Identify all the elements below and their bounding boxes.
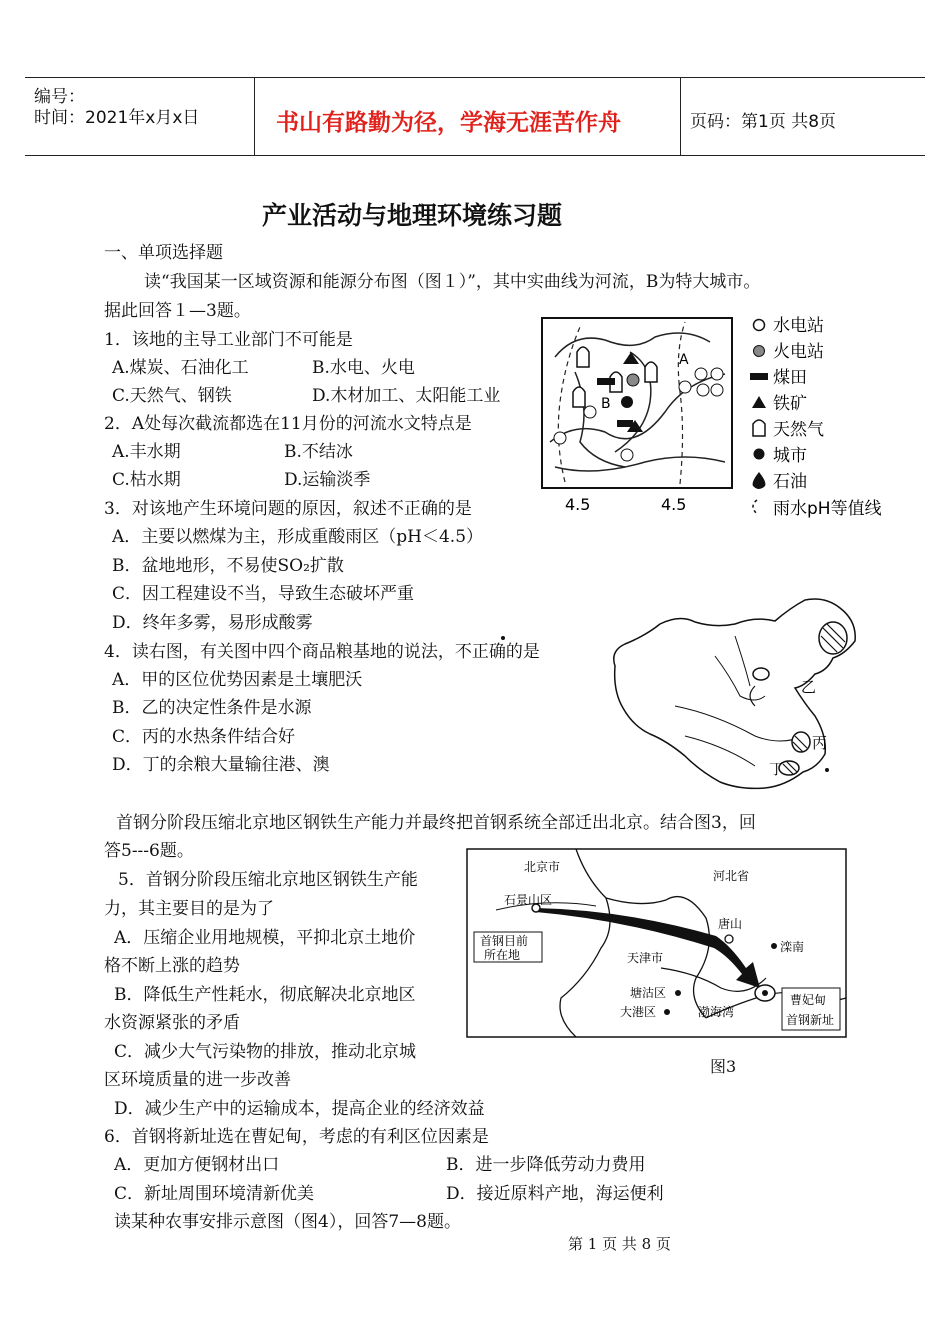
legend-coal: 煤田 bbox=[773, 368, 807, 388]
fig1-label-b: B bbox=[601, 396, 611, 412]
header-time-label: 时间：2021年x月x日 bbox=[34, 108, 200, 128]
intro-paragraph-2a: 首钢分阶段压缩北京地区钢铁生产能力并最终把首钢系统全部迁出北京。结合图3，回 bbox=[116, 813, 756, 833]
intro-paragraph-1b: 据此回答１—3题。 bbox=[104, 301, 251, 321]
figure-2-china-map bbox=[605, 596, 865, 794]
legend-gas: 天然气 bbox=[773, 420, 824, 440]
q5-option-b-line2: 水资源紧张的矛盾 bbox=[104, 1013, 240, 1033]
fig3-current-line2: 所在地 bbox=[484, 948, 521, 962]
page-title: 产业活动与地理环境练习题 bbox=[262, 201, 563, 230]
fig3-caofeidian: 曹妃甸 bbox=[790, 993, 827, 1007]
emphasis-dot bbox=[501, 636, 505, 640]
oil-icon bbox=[753, 472, 766, 489]
q2-option-a: A.丰水期 bbox=[112, 442, 181, 462]
header-motto: 书山有路勤为径，学海无涯苦作舟 bbox=[276, 110, 621, 136]
q1-option-a: A.煤炭、石油化工 bbox=[112, 358, 249, 378]
legend-city: 城市 bbox=[773, 446, 807, 466]
fig3-bohai: 渤海湾 bbox=[698, 1005, 735, 1019]
figure-1-resource-map bbox=[535, 312, 915, 524]
fig2-label-bing: 丙 bbox=[812, 734, 828, 752]
q4-option-b: B．乙的决定性条件是水源 bbox=[112, 698, 312, 718]
q5-option-b-line1: B．降低生产性耗水，彻底解决北京地区 bbox=[114, 985, 416, 1005]
page-footer: 第 1 页 共 8 页 bbox=[568, 1235, 671, 1253]
legend-iron: 铁矿 bbox=[773, 394, 807, 414]
q5-option-a-line1: A．压缩企业用地规模，平抑北京土地价 bbox=[114, 928, 416, 948]
q2-option-b: B.不结冰 bbox=[284, 442, 353, 462]
fig1-legend bbox=[750, 316, 882, 519]
thermal-station-icon bbox=[754, 346, 765, 357]
q3-option-d: D．终年多雾，易形成酸雾 bbox=[112, 613, 313, 633]
q6-option-a: A．更加方便钢材出口 bbox=[114, 1155, 280, 1175]
q4-option-d: D．丁的余粮大量输往港、澳 bbox=[112, 755, 330, 775]
q6-option-b: B．进一步降低劳动力费用 bbox=[446, 1155, 646, 1175]
header-page-label: 页码：第1页 共8页 bbox=[690, 112, 837, 132]
header-top-rule bbox=[25, 77, 925, 78]
q3-stem: 3．对该地产生环境问题的原因，叙述不正确的是 bbox=[104, 499, 472, 519]
intro-paragraph-1a: 读“我国某一区域资源和能源分布图（图１）”，其中实曲线为河流，B为特大城市。 bbox=[144, 272, 761, 292]
q5-stem-line2: 力，其主要目的是为了 bbox=[104, 899, 274, 919]
header-divider-right bbox=[680, 77, 681, 155]
section-heading: 一、单项选择题 bbox=[104, 243, 223, 263]
q1-option-b: B.水电、火电 bbox=[312, 358, 415, 378]
legend-hydro: 水电站 bbox=[773, 316, 824, 336]
q1-option-c: C.天然气、钢铁 bbox=[112, 386, 232, 406]
q5-option-a-line2: 格不断上涨的趋势 bbox=[104, 956, 240, 976]
intro-paragraph-3: 读某种农事安排示意图（图4），回答7—8题。 bbox=[114, 1212, 461, 1232]
fig3-newsite: 首钢新址 bbox=[786, 1013, 835, 1027]
fig1-label-a: A bbox=[679, 352, 689, 368]
fig3-shijingshan: 石景山区 bbox=[504, 893, 553, 907]
q5-stem-line1: 5．首钢分阶段压缩北京地区钢铁生产能 bbox=[118, 870, 418, 890]
hydro-station-icon bbox=[754, 320, 765, 331]
q6-option-d: D．接近原料产地，海运便利 bbox=[446, 1184, 664, 1204]
q1-option-d: D.木材加工、太阳能工业 bbox=[312, 386, 501, 406]
iron-ore-icon bbox=[752, 396, 766, 408]
legend-thermal: 火电站 bbox=[773, 342, 824, 362]
header-divider-left bbox=[254, 77, 255, 155]
fig1-ph-right: 4.5 bbox=[661, 495, 687, 514]
q5-option-c-line2: 区环境质量的进一步改善 bbox=[104, 1070, 291, 1090]
q2-option-c: C.枯水期 bbox=[112, 470, 181, 490]
ph-isoline-icon bbox=[753, 500, 757, 514]
fig2-label-yi: 乙 bbox=[801, 678, 817, 696]
intro-paragraph-2b: 答5---6题。 bbox=[104, 841, 194, 861]
fig3-tianjin: 天津市 bbox=[627, 951, 664, 965]
fig2-label-ding: 丁 bbox=[769, 760, 785, 778]
q3-option-a: A．主要以燃煤为主，形成重酸雨区（pH＜4.5） bbox=[112, 527, 484, 547]
q4-option-a: A．甲的区位优势因素是土壤肥沃 bbox=[112, 670, 363, 690]
fig3-current-line1: 首钢目前 bbox=[480, 934, 529, 948]
q6-option-c: C．新址周围环境清新优美 bbox=[114, 1184, 315, 1204]
figure-3-caption: 图3 bbox=[710, 1057, 737, 1076]
q4-stem: 4．读右图，有关图中四个商品粮基地的说法，不正确的是 bbox=[104, 642, 540, 662]
fig3-luannan: 滦南 bbox=[780, 940, 805, 954]
fig1-ph-left: 4.5 bbox=[565, 495, 591, 514]
header-number-label: 编号： bbox=[34, 87, 85, 107]
coalfield-icon bbox=[750, 373, 768, 380]
q2-option-d: D.运输淡季 bbox=[284, 470, 371, 490]
q3-option-b: B．盆地地形，不易使SO₂扩散 bbox=[112, 556, 344, 576]
fig3-dagang: 大港区 bbox=[620, 1005, 657, 1019]
q6-stem: 6．首钢将新址选在曹妃甸，考虑的有利区位因素是 bbox=[104, 1127, 489, 1147]
fig3-hebei: 河北省 bbox=[713, 869, 750, 883]
q5-option-d: D．减少生产中的运输成本，提高企业的经济效益 bbox=[114, 1099, 485, 1119]
city-icon bbox=[754, 449, 765, 460]
q4-option-c: C．丙的水热条件结合好 bbox=[112, 727, 296, 747]
q2-stem: 2．A处每次截流都选在11月份的河流水文特点是 bbox=[104, 414, 472, 434]
q3-option-c: C．因工程建设不当，导致生态破坏严重 bbox=[112, 584, 415, 604]
fig3-tanggu: 塘沽区 bbox=[630, 986, 667, 1000]
natural-gas-icon bbox=[753, 420, 765, 436]
q5-option-c-line1: C．减少大气污染物的排放，推动北京城 bbox=[114, 1042, 417, 1062]
fig3-beijing: 北京市 bbox=[524, 860, 561, 874]
figure-3-shougang-map bbox=[466, 848, 848, 1040]
header-bottom-rule bbox=[25, 155, 925, 156]
q1-stem: 1．该地的主导工业部门不可能是 bbox=[104, 330, 353, 350]
fig3-tangshan: 唐山 bbox=[718, 917, 743, 931]
legend-oil: 石油 bbox=[773, 472, 807, 492]
legend-ph: 雨水pH等值线 bbox=[773, 499, 882, 519]
